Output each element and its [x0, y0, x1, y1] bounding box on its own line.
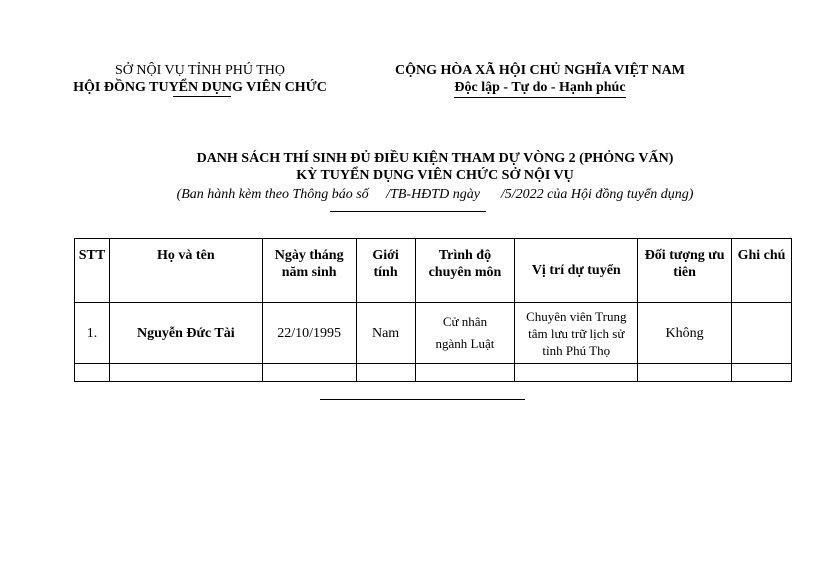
header-priority [638, 239, 732, 303]
closing-rule [320, 399, 525, 400]
header-gender [356, 239, 415, 303]
table-header-row [75, 239, 792, 303]
cell-position-line1: Chuyên viên Trung [526, 308, 627, 324]
table-empty-row [75, 364, 792, 382]
agency-name: SỞ NỘI VỤ TỈNH PHÚ THỌ [115, 63, 285, 78]
candidate-table [74, 238, 792, 382]
header-dob-line1: Ngày tháng [274, 248, 344, 263]
document-title [80, 150, 790, 184]
cell-note [732, 303, 792, 364]
cell-name: Nguyễn Đức Tài [109, 303, 262, 364]
cell-gender: Nam [356, 303, 415, 364]
cell-level-line1: Cử nhân [442, 314, 488, 329]
subtitle-rule [330, 211, 486, 212]
header-gender-line2: tính [373, 265, 398, 280]
cell-stt: 1. [75, 303, 110, 364]
title-line1: DANH SÁCH THÍ SINH ĐỦ ĐIỀU KIỆN THAM DỰ VÒNG 2 (PHỎNG VẤN) [196, 151, 674, 166]
header-position: Vị trí dự tuyển [515, 239, 638, 303]
cell-level-line2: ngành Luật [435, 336, 495, 351]
header-priority-line1: Đối tượng ưu [644, 248, 725, 263]
header-gender-line1: Giới [372, 248, 399, 263]
table-row [75, 303, 792, 364]
national-motto: Độc lập - Tự do - Hạnh phúc [454, 79, 625, 98]
cell-position-line3: tỉnh Phú Thọ [542, 342, 611, 358]
header-level [415, 239, 515, 303]
header-level-line2: chuyên môn [428, 265, 502, 280]
agency-underline [173, 96, 231, 97]
header-dob-line2: năm sinh [281, 265, 337, 280]
cell-position [515, 303, 638, 364]
cell-level [415, 303, 515, 364]
cell-priority: Không [638, 303, 732, 364]
header-name: Họ và tên [109, 239, 262, 303]
cell-position-line2: tâm lưu trữ lịch sử [528, 325, 625, 341]
header-stt: STT [75, 239, 110, 303]
agency-header [60, 62, 340, 96]
national-header [380, 62, 700, 98]
header-priority-line2: tiên [673, 265, 696, 280]
title-line2: KỲ TUYỂN DỤNG VIÊN CHỨC SỞ NỘI VỤ [296, 168, 574, 183]
cell-dob: 22/10/1995 [262, 303, 356, 364]
council-name: HỘI ĐỒNG TUYỂN DỤNG VIÊN CHỨC [73, 80, 327, 95]
national-name: CỘNG HÒA XÃ HỘI CHỦ NGHĨA VIỆT NAM [394, 63, 685, 78]
document-subtitle: (Ban hành kèm theo Thông báo số /TB-HĐTD ngày /5/2022 của Hội đồng tuyển dụng) [176, 187, 694, 202]
header-dob [262, 239, 356, 303]
header-level-line1: Trình độ [438, 248, 492, 263]
header-note: Ghi chú [732, 239, 792, 303]
